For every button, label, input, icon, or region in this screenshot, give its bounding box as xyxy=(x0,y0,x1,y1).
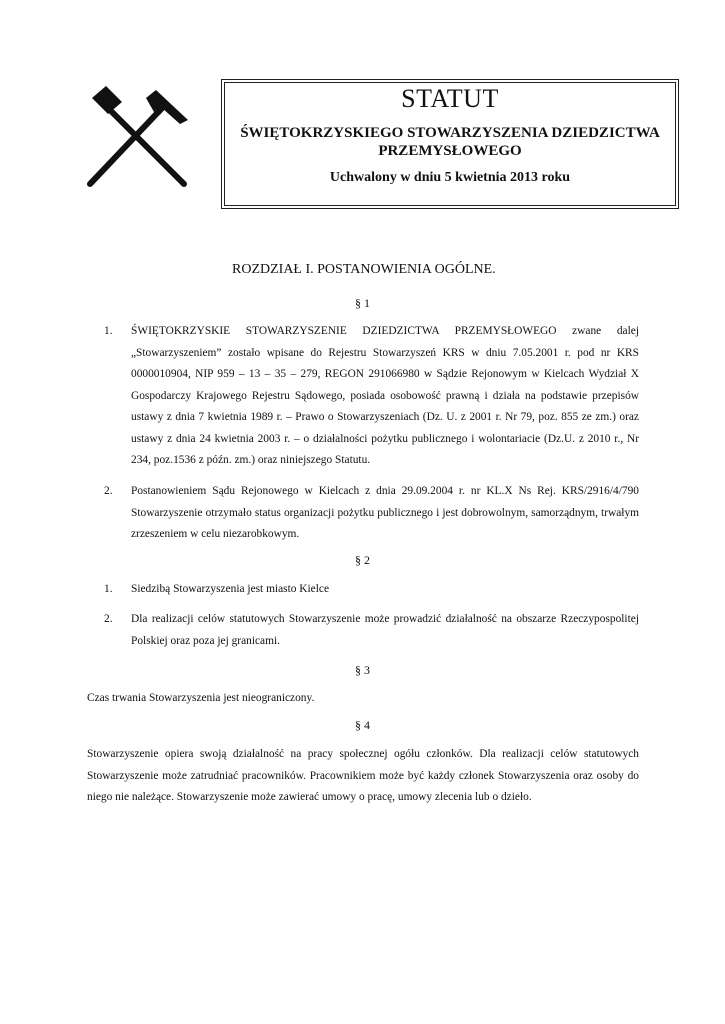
item-text: ŚWIĘTOKRZYSKIE STOWARZYSZENIE DZIEDZICTWA PRZEMYSŁOWEGO zwane dalej „Stowarzyszeniem” zostało wpisane do Rejestru Stowarzyszeń KRS w dniu 7.05.2001 r. pod nr KRS 0000010904, NIP 959 – 13 – 35 – 279, REGON 291066980 w Sądzie Rejonowym w Kielcach Wydział X Gospodarczy Krajowego Rejestru Sądowego, posiada osobowość prawną i działa na podstawie przepisów ustawy z dnia 7 kwietnia 1989 r. – Prawo o Stowarzyszeniach (Dz. U. z 2001 r. Nr 79, poz. 855 ze zm.) oraz ustawy z dnia 24 kwietnia 2003 r. – o działalności pożytku publicznego i wolontariacie (Dz.U. z 2010 r., Nr 234, poz.1536 z późn. zm.) oraz niniejszego Statutu. xyxy=(131,325,639,466)
organization-name: ŚWIĘTOKRZYSKIEGO STOWARZYSZENIA DZIEDZICTWA PRZEMYSŁOWEGO xyxy=(240,125,660,159)
item-number: 2. xyxy=(104,485,113,497)
list-item xyxy=(87,481,639,546)
hammer-and-pick-logo-icon xyxy=(84,86,194,188)
list-item xyxy=(87,609,639,652)
list-item xyxy=(87,321,639,472)
title-box xyxy=(221,79,679,209)
item-number: 2. xyxy=(104,613,113,625)
item-number: 1. xyxy=(104,325,113,337)
item-number: 1. xyxy=(104,583,113,595)
item-text: Postanowieniem Sądu Rejonowego w Kielcach z dnia 29.09.2004 r. nr KL.X Ns Rej. KRS/2916/4/790 Stowarzyszenie otrzymało status organizacji pożytku publicznego i jest dobrowolnym, samorządnym, trwałym zrzeszeniem w celu niezarobkowym. xyxy=(131,485,639,540)
paragraph: Stowarzyszenie opiera swoją działalność na pracy społecznej ogółu członków. Dla realizacji celów statutowych Stowarzyszenie może zatrudniać pracowników. Pracownikiem może być każdy członek Stowarzyszenia oraz osoby do niego nie należące. Stowarzyszenie może zawierać umowy o pracę, umowy zlecenia lub o dzieło. xyxy=(87,748,639,803)
section-mark-1: § 1 xyxy=(355,296,370,310)
list-item xyxy=(87,579,639,601)
chapter-heading: ROZDZIAŁ I. POSTANOWIENIA OGÓLNE. xyxy=(232,262,496,277)
section-mark-2: § 2 xyxy=(355,553,370,567)
adoption-date: Uchwalony w dniu 5 kwietnia 2013 roku xyxy=(329,170,571,185)
section-mark-3: § 3 xyxy=(355,663,370,677)
item-text: Dla realizacji celów statutowych Stowarzyszenie może prowadzić działalność na obszarze Rzeczypospolitej Polskiej oraz poza jej granicami. xyxy=(131,613,639,647)
document-title: STATUT xyxy=(401,84,499,113)
section-mark-4: § 4 xyxy=(355,718,370,732)
item-text: Siedzibą Stowarzyszenia jest miasto Kielce xyxy=(131,583,330,595)
paragraph: Czas trwania Stowarzyszenia jest nieograniczony. xyxy=(87,692,315,704)
